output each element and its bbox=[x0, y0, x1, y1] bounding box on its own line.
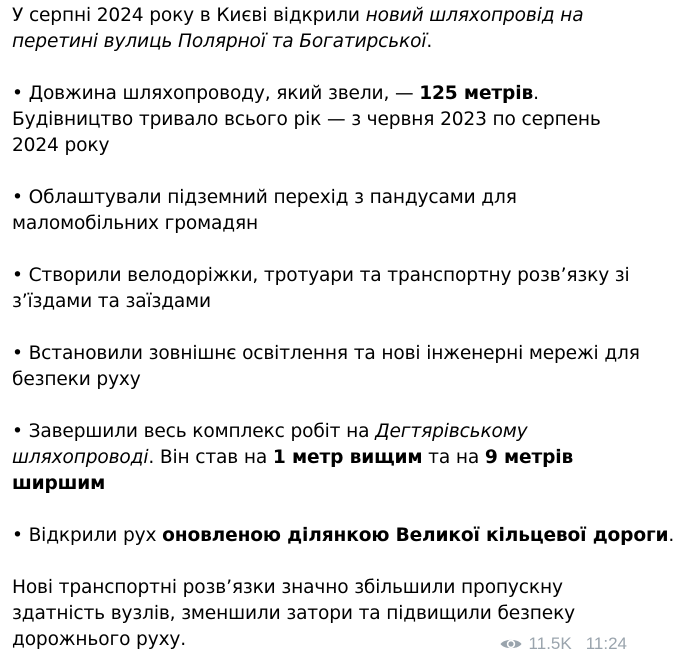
bullet-lighting-line-1: • Встановили зовнішнє освітлення та нові інженерні мережі для bbox=[12, 343, 640, 364]
bold-wider: ширшим bbox=[12, 473, 106, 494]
bullet-text: • Довжина шляхопроводу, який звели, — bbox=[12, 83, 420, 104]
eye-icon bbox=[499, 636, 523, 652]
bullet-ring-road-line-1 bbox=[12, 523, 674, 549]
intro-italic-text: новий шляхопровід на bbox=[365, 5, 584, 26]
bullet-text: • Відкрили рух bbox=[12, 525, 163, 546]
intro-text: У серпні 2024 року в Києві відкрили bbox=[12, 5, 366, 26]
intro-line-1 bbox=[12, 3, 630, 29]
bullet-degtyarivskyi-line-3 bbox=[12, 471, 630, 497]
bullet-lighting-line-2: безпеки руху bbox=[12, 369, 141, 390]
bullet-bikeways-line-2: з’їздами та заїздами bbox=[12, 291, 211, 312]
outro-line-1: Нові транспортні розв’язки значно збільшили пропускну bbox=[12, 577, 563, 598]
text: та на bbox=[422, 447, 485, 468]
bold-length: 125 метрів bbox=[419, 83, 534, 104]
bold-ring-road: оновленою ділянкою Великої кільцевої дороги bbox=[162, 525, 669, 546]
bullet-length-line-3: 2024 року bbox=[12, 135, 110, 156]
bullet-bikeways bbox=[12, 263, 630, 315]
bold-width: 9 метрів bbox=[484, 447, 574, 468]
bullet-length-line-1 bbox=[12, 81, 630, 107]
bullet-length-line-2: Будівництво тривало всього рік — з червня 2023 по серпень bbox=[12, 109, 601, 130]
bullet-underpass-line-2: маломобільних громадян bbox=[12, 213, 258, 234]
bullet-lighting bbox=[12, 341, 640, 393]
bullet-underpass bbox=[12, 185, 630, 237]
bullet-degtyarivskyi-line-1 bbox=[12, 419, 630, 445]
text: . Він став на bbox=[148, 447, 273, 468]
bullet-underpass-line-1: • Облаштували підземний перехід з пандусами для bbox=[12, 187, 517, 208]
view-count: 11.5K bbox=[528, 634, 572, 653]
message-meta bbox=[499, 632, 627, 656]
bullet-ring-road bbox=[12, 523, 674, 549]
intro-line-2 bbox=[12, 29, 630, 55]
bullet-text: • Завершили весь комплекс робіт на bbox=[12, 421, 376, 442]
bullet-bikeways-line-1: • Створили велодоріжки, тротуари та транспортну розв’язку зі bbox=[12, 265, 630, 286]
period: . bbox=[668, 525, 674, 546]
outro-line-3: дорожнього руху. bbox=[12, 629, 187, 650]
bullet-length bbox=[12, 81, 630, 159]
italic-bridge-name: Дегтярівському bbox=[375, 421, 528, 442]
period: . bbox=[533, 83, 539, 104]
bullet-degtyarivskyi bbox=[12, 419, 630, 497]
message-text bbox=[12, 3, 674, 653]
bullet-degtyarivskyi-line-2 bbox=[12, 445, 630, 471]
bold-height: 1 метр вищим bbox=[272, 447, 423, 468]
intro-period: . bbox=[426, 31, 433, 52]
message-time: 11:24 bbox=[585, 634, 627, 653]
outro-line-2: здатність вузлів, зменшили затори та підвищили безпеку bbox=[12, 603, 576, 624]
italic-bridge-word: шляхопроводі bbox=[12, 447, 149, 468]
intro-italic-text-2: перетині вулиць Полярної та Богатирської bbox=[12, 31, 427, 52]
intro-paragraph bbox=[12, 3, 630, 55]
